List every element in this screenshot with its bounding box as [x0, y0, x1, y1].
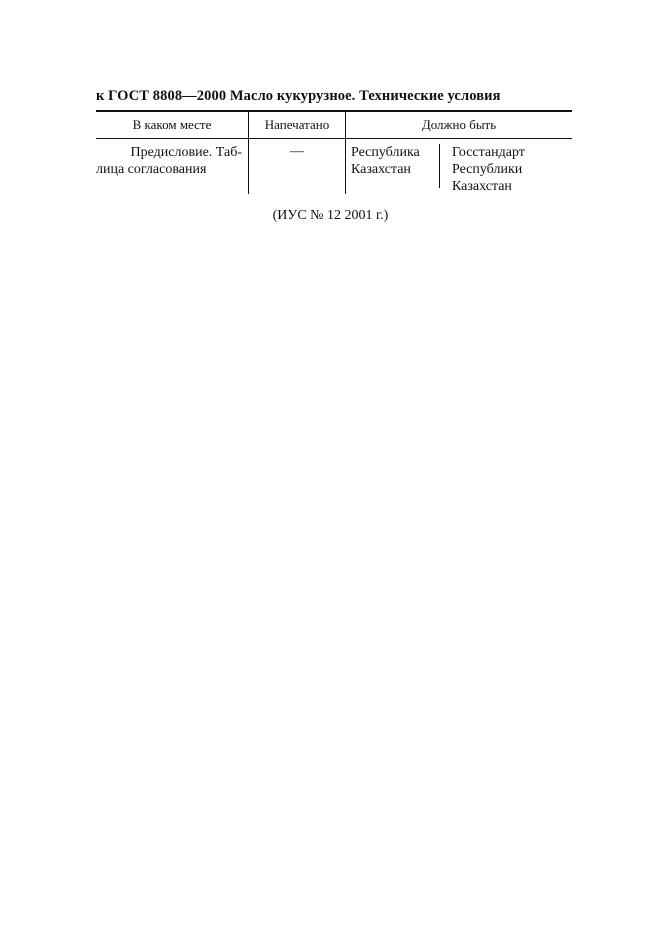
- where-line-2: лица согласования: [96, 162, 207, 177]
- document-title: к ГОСТ 8808—2000 Масло кукурузное. Технические условия: [96, 88, 501, 104]
- should-be-right-line: Казахстан: [452, 179, 512, 194]
- source-footnote: (ИУС № 12 2001 г.): [272, 208, 389, 223]
- column-divider-3: [439, 144, 440, 188]
- table-header-rule: [96, 138, 572, 139]
- should-be-right-line: Республики: [452, 162, 523, 177]
- where-line-1: Предисловие. Таб-: [130, 145, 242, 160]
- table-cell-printed: —: [290, 144, 304, 159]
- table-cell-should-be-right: [452, 144, 572, 195]
- table-cell-should-be-left: [351, 144, 437, 178]
- table-header-where: В каком месте: [132, 117, 212, 132]
- should-be-right-line: Госстандарт: [452, 145, 525, 160]
- should-be-left-line: Республика: [351, 145, 420, 160]
- table-top-rule: [96, 110, 572, 112]
- table-header-should-be: Должно быть: [421, 117, 497, 132]
- table-cell-where: [96, 144, 242, 178]
- should-be-left-line: Казахстан: [351, 162, 411, 177]
- table-header-printed: Напечатано: [264, 117, 330, 132]
